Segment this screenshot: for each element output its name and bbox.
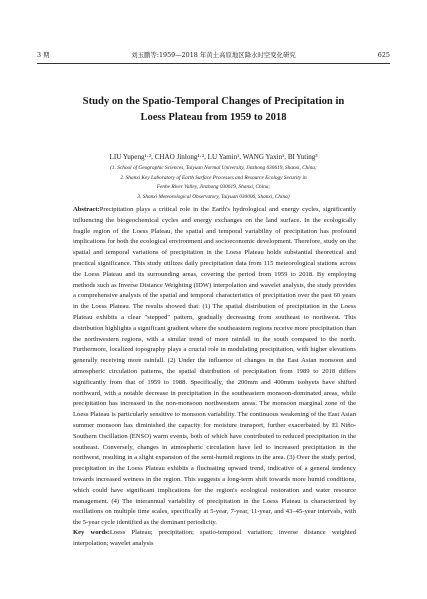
affiliations — [40, 164, 387, 202]
affiliation-line: 2. Shanxi Key Laboratory of Earth Surface Processes and Resource Ecology Security in — [120, 174, 307, 181]
title-line-2: Loess Plateau from 1959 to 2018 — [140, 112, 287, 123]
affiliation-line: (1. School of Geographic Sciences, Taiyuan Normal University, Jinzhong 030619, Shanxi, China; — [110, 165, 317, 171]
abstract-block — [73, 205, 356, 529]
running-header — [37, 49, 390, 61]
keywords-block — [73, 528, 356, 550]
running-title: 刘玉鹏等:1959—2018 年黄土高原地区降水时空变化研究 — [131, 51, 296, 59]
author-list: LIU Yupeng¹·², CHAO Jinlong¹·², LU Yamin¹, WANG Yaxin¹, BI Yuting³ — [109, 153, 318, 161]
paper-title — [55, 94, 372, 126]
title-line-1: Study on the Spatio-Temporal Changes of Precipitation in — [82, 96, 345, 107]
issue-number: 3 期 — [37, 51, 50, 59]
abstract-label: Abstract: — [73, 206, 100, 213]
affiliation-line: 3. Shanxi Meteorological Observatory, Taiyuan 030006, Shanxi, China) — [137, 193, 290, 200]
header-rule — [37, 63, 390, 64]
keywords-label: Key words: — [73, 529, 110, 536]
page-number: 625 — [377, 51, 390, 59]
affiliation-line: Fenhe River Valley, Jinzhong 030619, Shanxi, China; — [156, 184, 271, 191]
keywords-text: Loess Plateau; precipitation; spatio-temporal variation; inverse distance weighted interpolation; wavelet analysis — [73, 529, 356, 547]
abstract-text: Precipitation plays a critical role in the Earth's hydrological and energy cycles, significantly influencing the biogeochemical cycles and energy exchanges on the land surface. In the ecologically fragile region of the Loess Plateau, the spatial and temporal variability of precipitation has profound implications for both the ecological environment and socioeconomic development. Therefore, study on the spatial and temporal variations of precipitation in the Loess Plateau holds substantial theoretical and practical significance. This study utilizes daily precipitation data from 115 meteorological stations across the Loess Plateau and its surrounding areas, covering the period from 1959 to 2018. By employing methods such as Inverse Distance Weighting (IDW) interpolation and wavelet analysis, the study provides a comprehensive analysis of the spatial and temporal characteristics of precipitation over the past 60 years in the Loess Plateau. The results showed that: (1) The spatial distribution of precipitation in the Loess Plateau exhibits a clear "stepped" pattern, gradually decreasing from southeast to northwest. This distribution highlights a significant gradient where the southeastern regions receive more precipitation than the northwestern regions, with a similar trend of more rainfall in the south compared to the north. Furthermore, localized topography plays a crucial role in modulating precipitation, with higher elevations generally receiving more rainfall. (2) Under the influence of changes in the East Asian monsoon and atmospheric circulation patterns, the spatial distribution of precipitation from 1989 to 2018 differs significantly from that of 1959 to 1988. Specifically, the 200mm and 400mm isohyets have shifted northward, with a notable decrease in precipitation in the southeastern monsoon-dominated areas, while precipitation has increased in the non-monsoon northwestern areas. The monsoon marginal zone of the Loess Plateau is particularly sensitive to monsoon variability. The continuous weakening of the East Asian summer monsoon has diminished the capacity for moisture transport, further exacerbated by El Niño-Southern Oscillation (ENSO) warm events, both of which have contributed to reduced precipitation in the southeast. Conversely, changes in atmospheric circulation have led to increased precipitation in the northwest, resulting in a slight expansion of the semi-humid regions in the area. (3) Over the study period, precipitation in the Loess Plateau exhibits a fluctuating upward trend, indicative of a general tendency towards increased wetness in the region. This suggests a long-term shift towards more humid conditions, which could have significant implications for the region's ecological restoration and water resource management. (4) The interannual variability of precipitation in the Loess Plateau is characterized by oscillations on multiple time scales, specifically at 5-year, 7-year, 11-year, and 43–45-year intervals, with the 5-year cycle identified as the dominant periodicity. — [73, 206, 356, 527]
